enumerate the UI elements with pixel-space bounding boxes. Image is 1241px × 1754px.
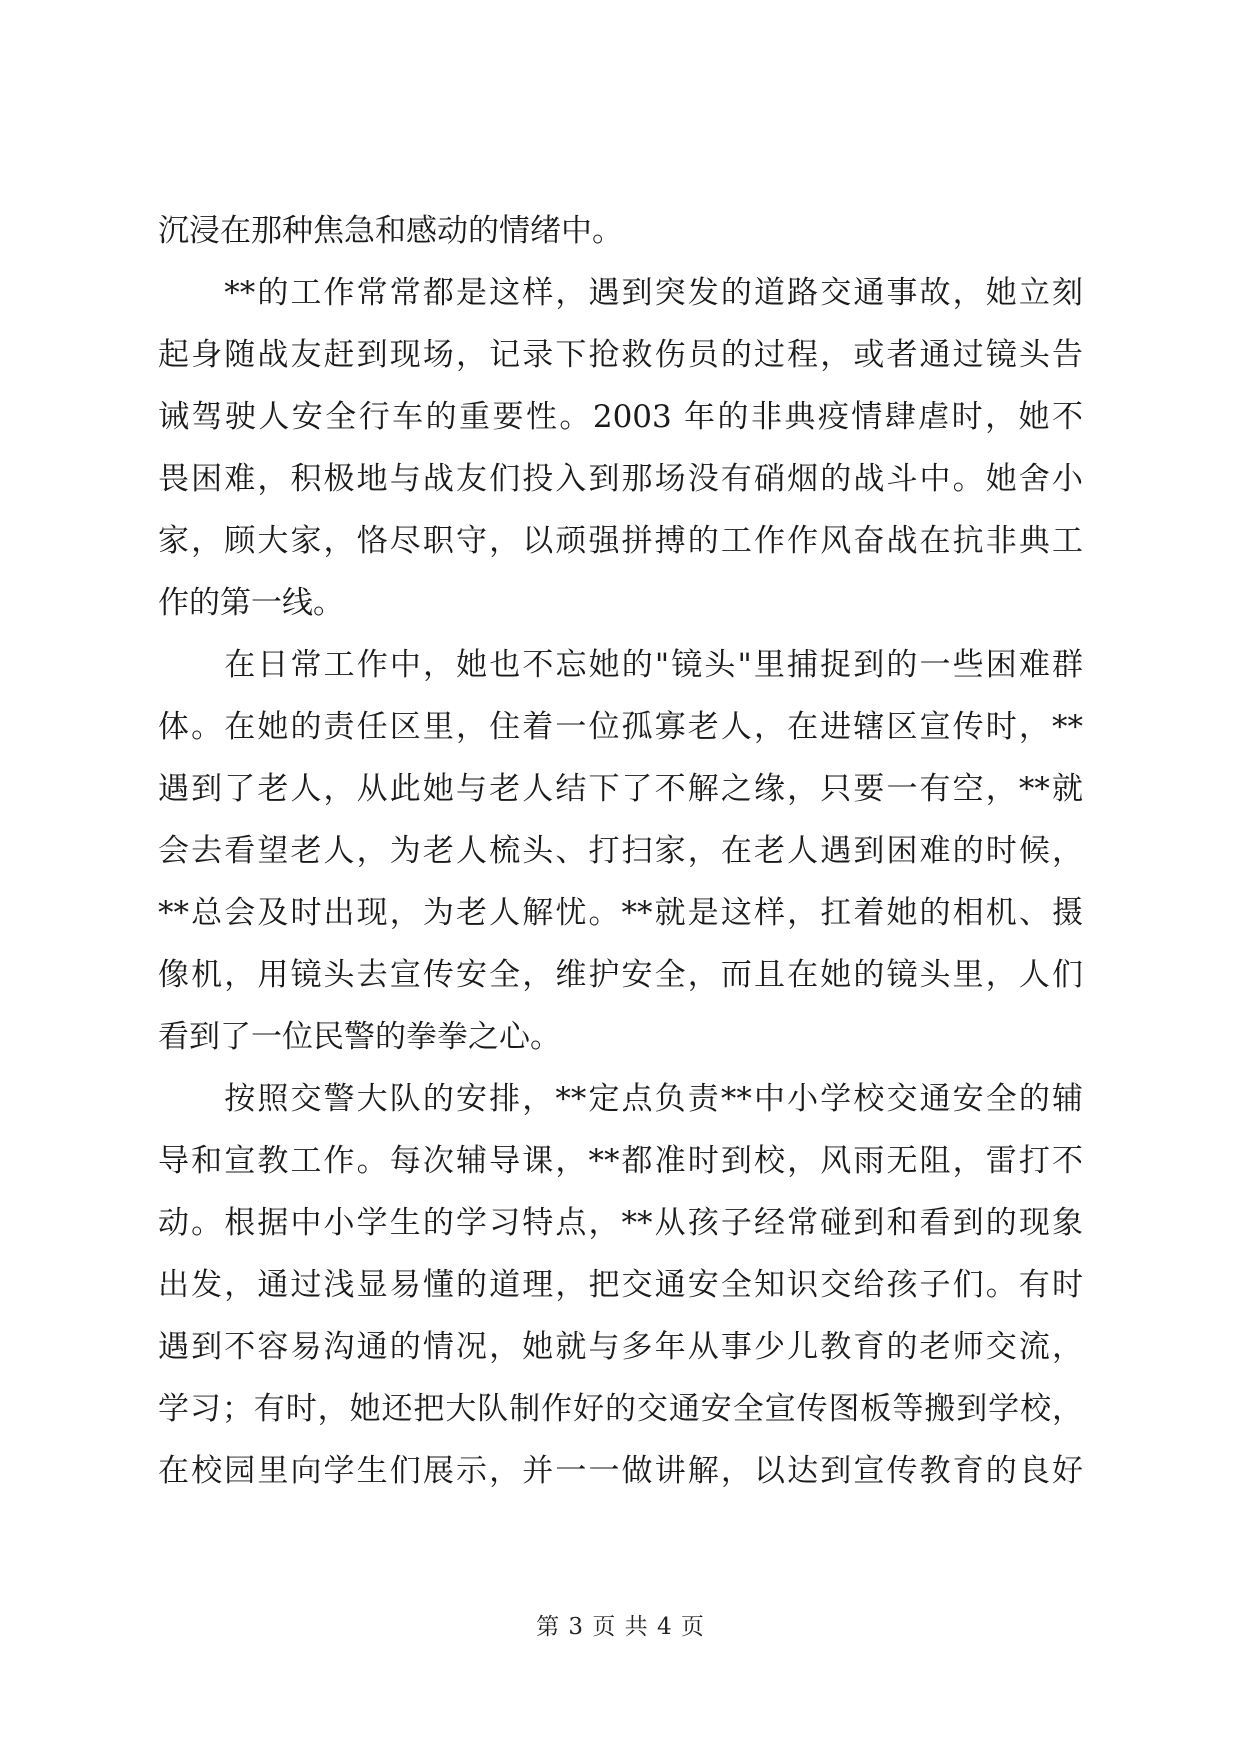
text-line: 看到了一位民警的拳拳之心。 xyxy=(158,1019,561,1055)
paragraph xyxy=(158,634,1083,1068)
paragraph xyxy=(158,200,1083,262)
text-line: **总会及时出现，为老人解忧。**就是这样，扛着她的相机、摄 xyxy=(158,895,1083,931)
text-line: 家，顾大家，恪尽职守，以顽强拼搏的工作作风奋战在抗非典工 xyxy=(158,523,1083,559)
document-body xyxy=(158,200,1083,1502)
page-number-footer: 第 3 页 共 4 页 xyxy=(536,1614,705,1640)
text-line: 畏困难，积极地与战友们投入到那场没有硝烟的战斗中。她舍小 xyxy=(158,461,1083,497)
text-line: **的工作常常都是这样，遇到突发的道路交通事故，她立刻 xyxy=(158,275,1083,311)
text-line: 在校园里向学生们展示，并一一做讲解，以达到宣传教育的良好 xyxy=(158,1453,1083,1489)
text-line: 出发，通过浅显易懂的道理，把交通安全知识交给孩子们。有时 xyxy=(158,1267,1083,1303)
text-line: 诫驾驶人安全行车的重要性。2003 年的非典疫情肆虐时，她不 xyxy=(158,399,1083,435)
text-line: 遇到不容易沟通的情况，她就与多年从事少儿教育的老师交流， xyxy=(158,1329,1083,1365)
text-line: 在日常工作中，她也不忘她的"镜头"里捕捉到的一些困难群 xyxy=(158,647,1083,683)
text-line: 起身随战友赶到现场，记录下抢救伤员的过程，或者通过镜头告 xyxy=(158,337,1083,373)
text-line: 像机，用镜头去宣传安全，维护安全，而且在她的镜头里，人们 xyxy=(158,957,1083,993)
text-line: 会去看望老人，为老人梳头、打扫家，在老人遇到困难的时候， xyxy=(158,833,1083,869)
text-line: 导和宣教工作。每次辅导课，**都准时到校，风雨无阻，雷打不 xyxy=(158,1143,1083,1179)
paragraph xyxy=(158,1068,1083,1502)
text-line: 体。在她的责任区里，住着一位孤寡老人，在进辖区宣传时，** xyxy=(158,709,1083,745)
text-line: 动。根据中小学生的学习特点，**从孩子经常碰到和看到的现象 xyxy=(158,1205,1083,1241)
text-line: 作的第一线。 xyxy=(158,585,344,621)
text-line: 学习；有时，她还把大队制作好的交通安全宣传图板等搬到学校， xyxy=(158,1391,1083,1427)
text-line: 沉浸在那种焦急和感动的情绪中。 xyxy=(158,213,623,249)
text-line: 遇到了老人，从此她与老人结下了不解之缘，只要一有空，**就 xyxy=(158,771,1083,807)
text-line: 按照交警大队的安排，**定点负责**中小学校交通安全的辅 xyxy=(158,1081,1083,1117)
paragraph xyxy=(158,262,1083,634)
